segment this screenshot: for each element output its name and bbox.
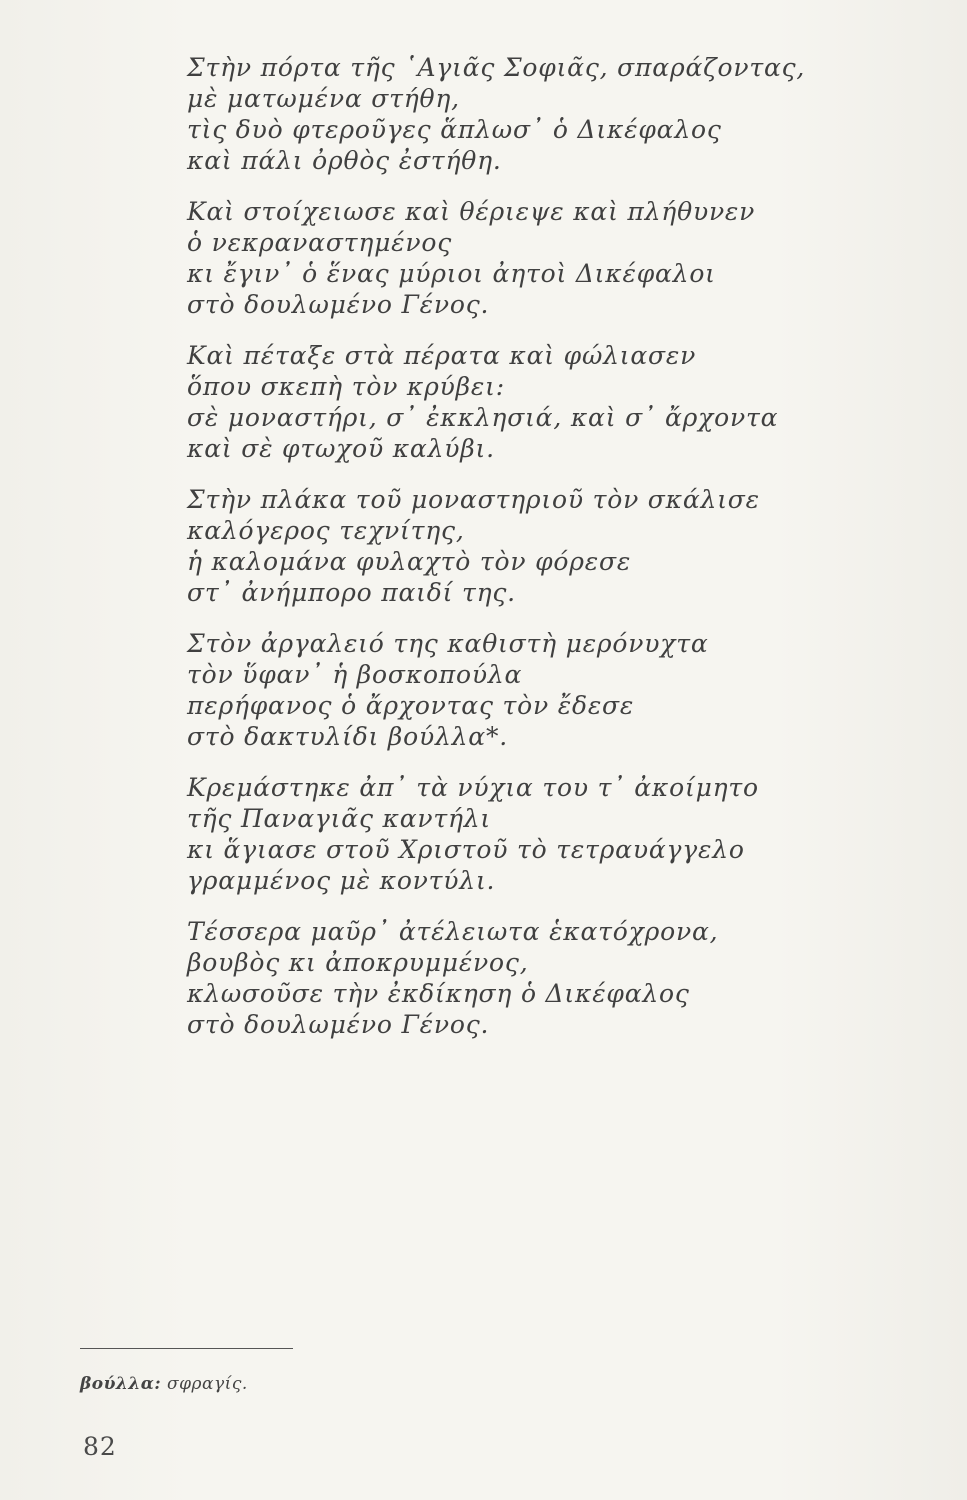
poem-line: στὸ δουλωμένο Γένος. (187, 290, 490, 319)
stanza (187, 628, 907, 752)
stanza (187, 340, 907, 464)
poem-line: ὁ νεκραναστημένος (187, 228, 453, 257)
footnote (80, 1374, 248, 1394)
poem-line: Καὶ πέταξε στὰ πέρατα καὶ φώλιασεν (187, 341, 697, 370)
poem-line: κλωσοῦσε τὴν ἐκδίκηση ὁ Δικέφαλος (187, 979, 690, 1008)
stanza (187, 772, 907, 896)
poem (187, 52, 907, 1060)
poem-line: καλόγερος τεχνίτης, (187, 516, 465, 545)
poem-line: κι ἔγιν᾿ ὁ ἕνας μύριοι ἀητοὶ Δικέφαλοι (187, 259, 716, 288)
stanza (187, 916, 907, 1040)
footnote-divider (80, 1348, 293, 1349)
poem-line: μὲ ματωμένα στήθη, (187, 84, 460, 113)
stanza (187, 196, 907, 320)
poem-line: στ᾿ ἀνήμπορο παιδί της. (187, 578, 516, 607)
poem-line: ὅπου σκεπὴ τὸν κρύβει: (187, 372, 505, 401)
poem-line: σὲ μοναστήρι, σ᾿ ἐκκλησιά, καὶ σ᾿ ἄρχοντα (187, 403, 779, 432)
poem-line: τὸν ὕφαν᾿ ἡ βοσκοπούλα (187, 660, 523, 689)
poem-line: Τέσσερα μαῦρ᾿ ἀτέλειωτα ἑκατόχρονα, (187, 917, 719, 946)
poem-line: στὸ δακτυλίδι βούλλα*. (187, 722, 509, 751)
poem-line: κι ἅγιασε στοῦ Χριστοῦ τὸ τετραυάγγελο (187, 835, 745, 864)
poem-line: Στὸν ἀργαλειό της καθιστὴ μερόνυχτα (187, 629, 709, 658)
poem-line: στὸ δουλωμένο Γένος. (187, 1010, 490, 1039)
poem-line: καὶ σὲ φτωχοῦ καλύβι. (187, 434, 495, 463)
poem-line: βουβὸς κι ἀποκρυμμένος, (187, 948, 529, 977)
footnote-term: βούλλα: (80, 1374, 162, 1394)
poem-line: καὶ πάλι ὀρθὸς ἐστήθη. (187, 146, 502, 175)
stanza (187, 52, 907, 176)
poem-line: Κρεμάστηκε ἀπ᾿ τὰ νύχια του τ᾿ ἀκοίμητο (187, 773, 759, 802)
poem-line: τῆς Παναγιᾶς καντήλι (187, 804, 492, 833)
poem-line: περήφανος ὁ ἄρχοντας τὸν ἔδεσε (187, 691, 635, 720)
footnote-definition: σφραγίς. (167, 1374, 248, 1394)
poem-line: τὶς δυὸ φτεροῦγες ἅπλωσ᾿ ὁ Δικέφαλος (187, 115, 722, 144)
poem-line: γραμμένος μὲ κοντύλι. (187, 866, 496, 895)
poem-line: ἡ καλομάνα φυλαχτὸ τὸν φόρεσε (187, 547, 632, 576)
stanza (187, 484, 907, 608)
poem-line: Καὶ στοίχειωσε καὶ θέριεψε καὶ πλήθυνεν (187, 197, 756, 226)
poem-line: Στὴν πλάκα τοῦ μοναστηριοῦ τὸν σκάλισε (187, 485, 760, 514)
poem-line: Στὴν πόρτα τῆς ῾Αγιᾶς Σοφιᾶς, σπαράζοντας, (187, 53, 806, 82)
page-number: 82 (83, 1432, 117, 1461)
